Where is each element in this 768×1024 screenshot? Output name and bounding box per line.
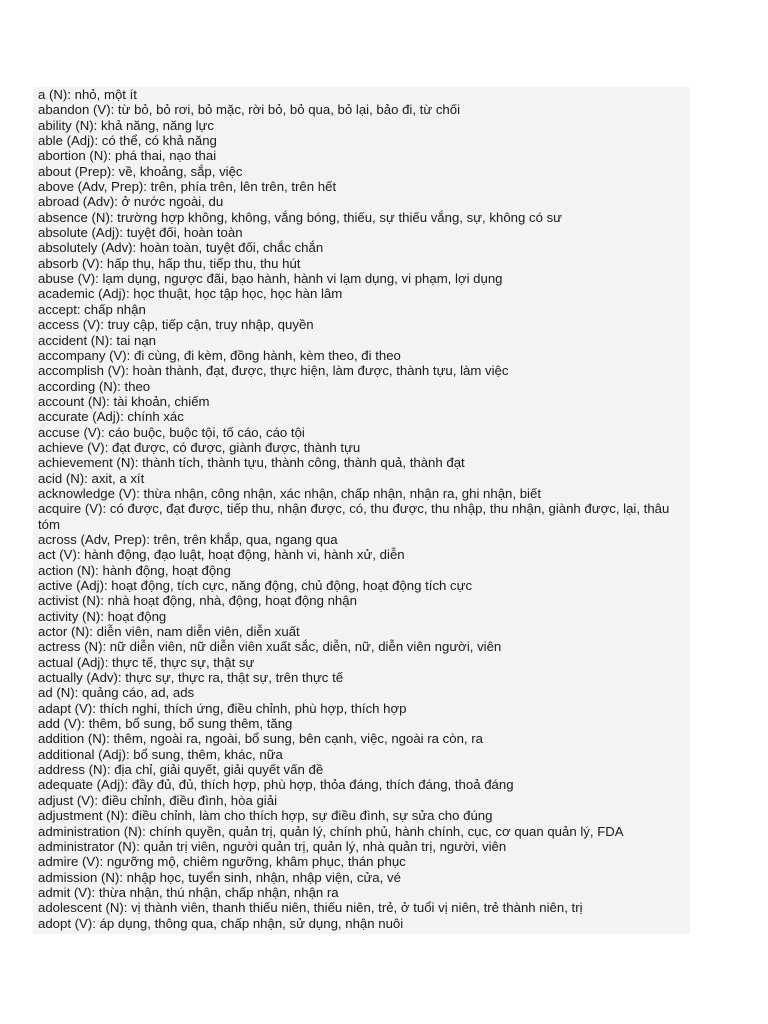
vocabulary-entry: a (N): nhỏ, một ít [38,87,137,102]
vocabulary-entry: according (N): theo [38,378,151,394]
vocabulary-entry: accomplish (V): hoàn thành, đạt, được, thực hiện, làm được, thành tựu, làm việc [38,363,509,379]
vocabulary-entry: address (N): địa chỉ, giải quyết, giải quyết vấn đề [38,762,324,778]
vocabulary-entry: actress (N): nữ diễn viên, nữ diễn viên xuất sắc, diễn, nữ, diễn viên người, viên [38,639,502,655]
vocabulary-entry: account (N): tài khoản, chiếm [38,393,210,409]
vocabulary-entry: adopt (V): áp dụng, thông qua, chấp nhận, sử dụng, nhận nuôi [38,915,404,931]
vocabulary-entry: active (Adj): hoạt động, tích cực, năng động, chủ động, hoạt động tích cực [38,578,473,593]
vocabulary-entry: abandon (V): từ bỏ, bỏ rơi, bỏ mặc, rời bỏ, bỏ qua, bỏ lại, bảo đi, từ chối [38,102,461,118]
vocabulary-entry: activist (N): nhà hoạt động, nhà, động, hoạt động nhận [38,593,357,609]
vocabulary-entry: additional (Adj): bổ sung, thêm, khác, nữa [38,746,283,762]
vocabulary-entry: ad (N): quảng cáo, ad, ads [38,685,195,701]
vocabulary-entry: accompany (V): đi cùng, đi kèm, đồng hành, kèm theo, đi theo [38,347,401,363]
vocabulary-entry: adequate (Adj): đầy đủ, đủ, thích hợp, phù hợp, thỏa đáng, thích đáng, thoả đáng [38,777,514,793]
vocabulary-entry: acid (N): axit, a xít [38,470,145,486]
vocabulary-entry: activity (N): hoạt động [38,608,167,624]
vocabulary-entry: access (V): truy cập, tiếp cận, truy nhập, quyền [38,317,314,333]
vocabulary-entry: absence (N): trường hợp không, không, vắng bóng, thiếu, sự thiếu vắng, sự, không có sư [38,209,562,225]
vocabulary-entry: acquire (V): có được, đạt được, tiếp thu, nhận được, có, thu được, thu nhập, thu nhận, giành được, lại, thâu tóm [38,501,670,532]
vocabulary-entry: administrator (N): quản trị viên, người quản trị, quản lý, nhà quản trị, người, viên [38,838,507,854]
vocabulary-entry: abroad (Adv): ở nước ngoài, du [38,194,224,210]
vocabulary-entry: above (Adv, Prep): trên, phía trên, lên trên, trên hết [38,179,337,195]
vocabulary-entry: adolescent (N): vị thành viên, thanh thiếu niên, thiếu niên, trẻ, ở tuổi vị niên, trẻ thành niên, trị [38,900,583,916]
vocabulary-entry: able (Adj): có thể, có khả năng [38,133,217,149]
vocabulary-entry: act (V): hành động, đạo luật, hoạt động, hành vi, hành xử, diễn [38,547,405,563]
vocabulary-list [38,87,688,931]
vocabulary-entry: abortion (N): phá thai, nạo thai [38,148,217,164]
vocabulary-entry: achievement (N): thành tích, thành tựu, thành công, thành quả, thành đạt [38,455,465,471]
vocabulary-entry: absolutely (Adv): hoàn toàn, tuyệt đối, chắc chắn [38,240,324,256]
vocabulary-entry: administration (N): chính quyền, quản trị, quản lý, chính phủ, hành chính, cục, cơ quan quản lý, FDA [38,823,624,839]
vocabulary-entry: accuse (V): cáo buộc, buộc tội, tố cáo, cáo tội [38,424,305,440]
vocabulary-entry: abuse (V): lạm dụng, ngược đãi, bạo hành, hành vi lạm dụng, vi phạm, lợi dụng [38,271,503,287]
vocabulary-entry: actor (N): diễn viên, nam diễn viên, diễn xuất [38,624,300,640]
vocabulary-entry: accident (N): tai nạn [38,332,157,348]
vocabulary-entry: ability (N): khả năng, năng lực [38,117,214,133]
vocabulary-entry: admission (N): nhập học, tuyển sinh, nhận, nhập viện, cửa, vé [38,869,401,885]
vocabulary-entry: adjustment (N): điều chỉnh, làm cho thích hợp, sự điều đình, sự sửa cho đúng [38,808,493,824]
vocabulary-entry: addition (N): thêm, ngoài ra, ngoài, bổ sung, bên cạnh, việc, ngoài ra còn, ra [38,731,483,747]
vocabulary-entry: accurate (Adj): chính xác [38,409,184,425]
vocabulary-entry: accept: chấp nhận [38,301,146,317]
vocabulary-entry: adjust (V): điều chỉnh, điều đình, hòa giải [38,792,277,808]
vocabulary-entry: actually (Adv): thực sự, thực ra, thật sự, trên thực tế [38,670,344,686]
vocabulary-entry: achieve (V): đạt được, có được, giành được, thành tựu [38,439,361,455]
vocabulary-entry: admit (V): thừa nhận, thú nhận, chấp nhận, nhận ra [38,884,339,900]
vocabulary-entry: admire (V): ngưỡng mộ, chiêm ngưỡng, khâm phục, thán phục [38,854,406,870]
vocabulary-entry: actual (Adj): thực tế, thực sự, thật sự [38,654,255,670]
vocabulary-entry: acknowledge (V): thừa nhận, công nhận, xác nhận, chấp nhận, nhận ra, ghi nhận, biết [38,485,541,501]
vocabulary-entry: adapt (V): thích nghi, thích ứng, điều chỉnh, phù hợp, thích hợp [38,700,407,716]
vocabulary-entry: academic (Adj): học thuật, học tập học, học hàn lâm [38,286,343,302]
vocabulary-entry: add (V): thêm, bổ sung, bổ sung thêm, tăng [38,716,293,732]
vocabulary-entry: absorb (V): hấp thụ, hấp thu, tiếp thu, thu hút [38,255,301,271]
vocabulary-entry: about (Prep): về, khoảng, sắp, việc [38,163,243,179]
vocabulary-entry: action (N): hành động, hoạt động [38,562,231,578]
vocabulary-entry: across (Adv, Prep): trên, trên khắp, qua, ngang qua [38,531,338,547]
vocabulary-entry: absolute (Adj): tuyệt đối, hoàn toàn [38,225,243,241]
